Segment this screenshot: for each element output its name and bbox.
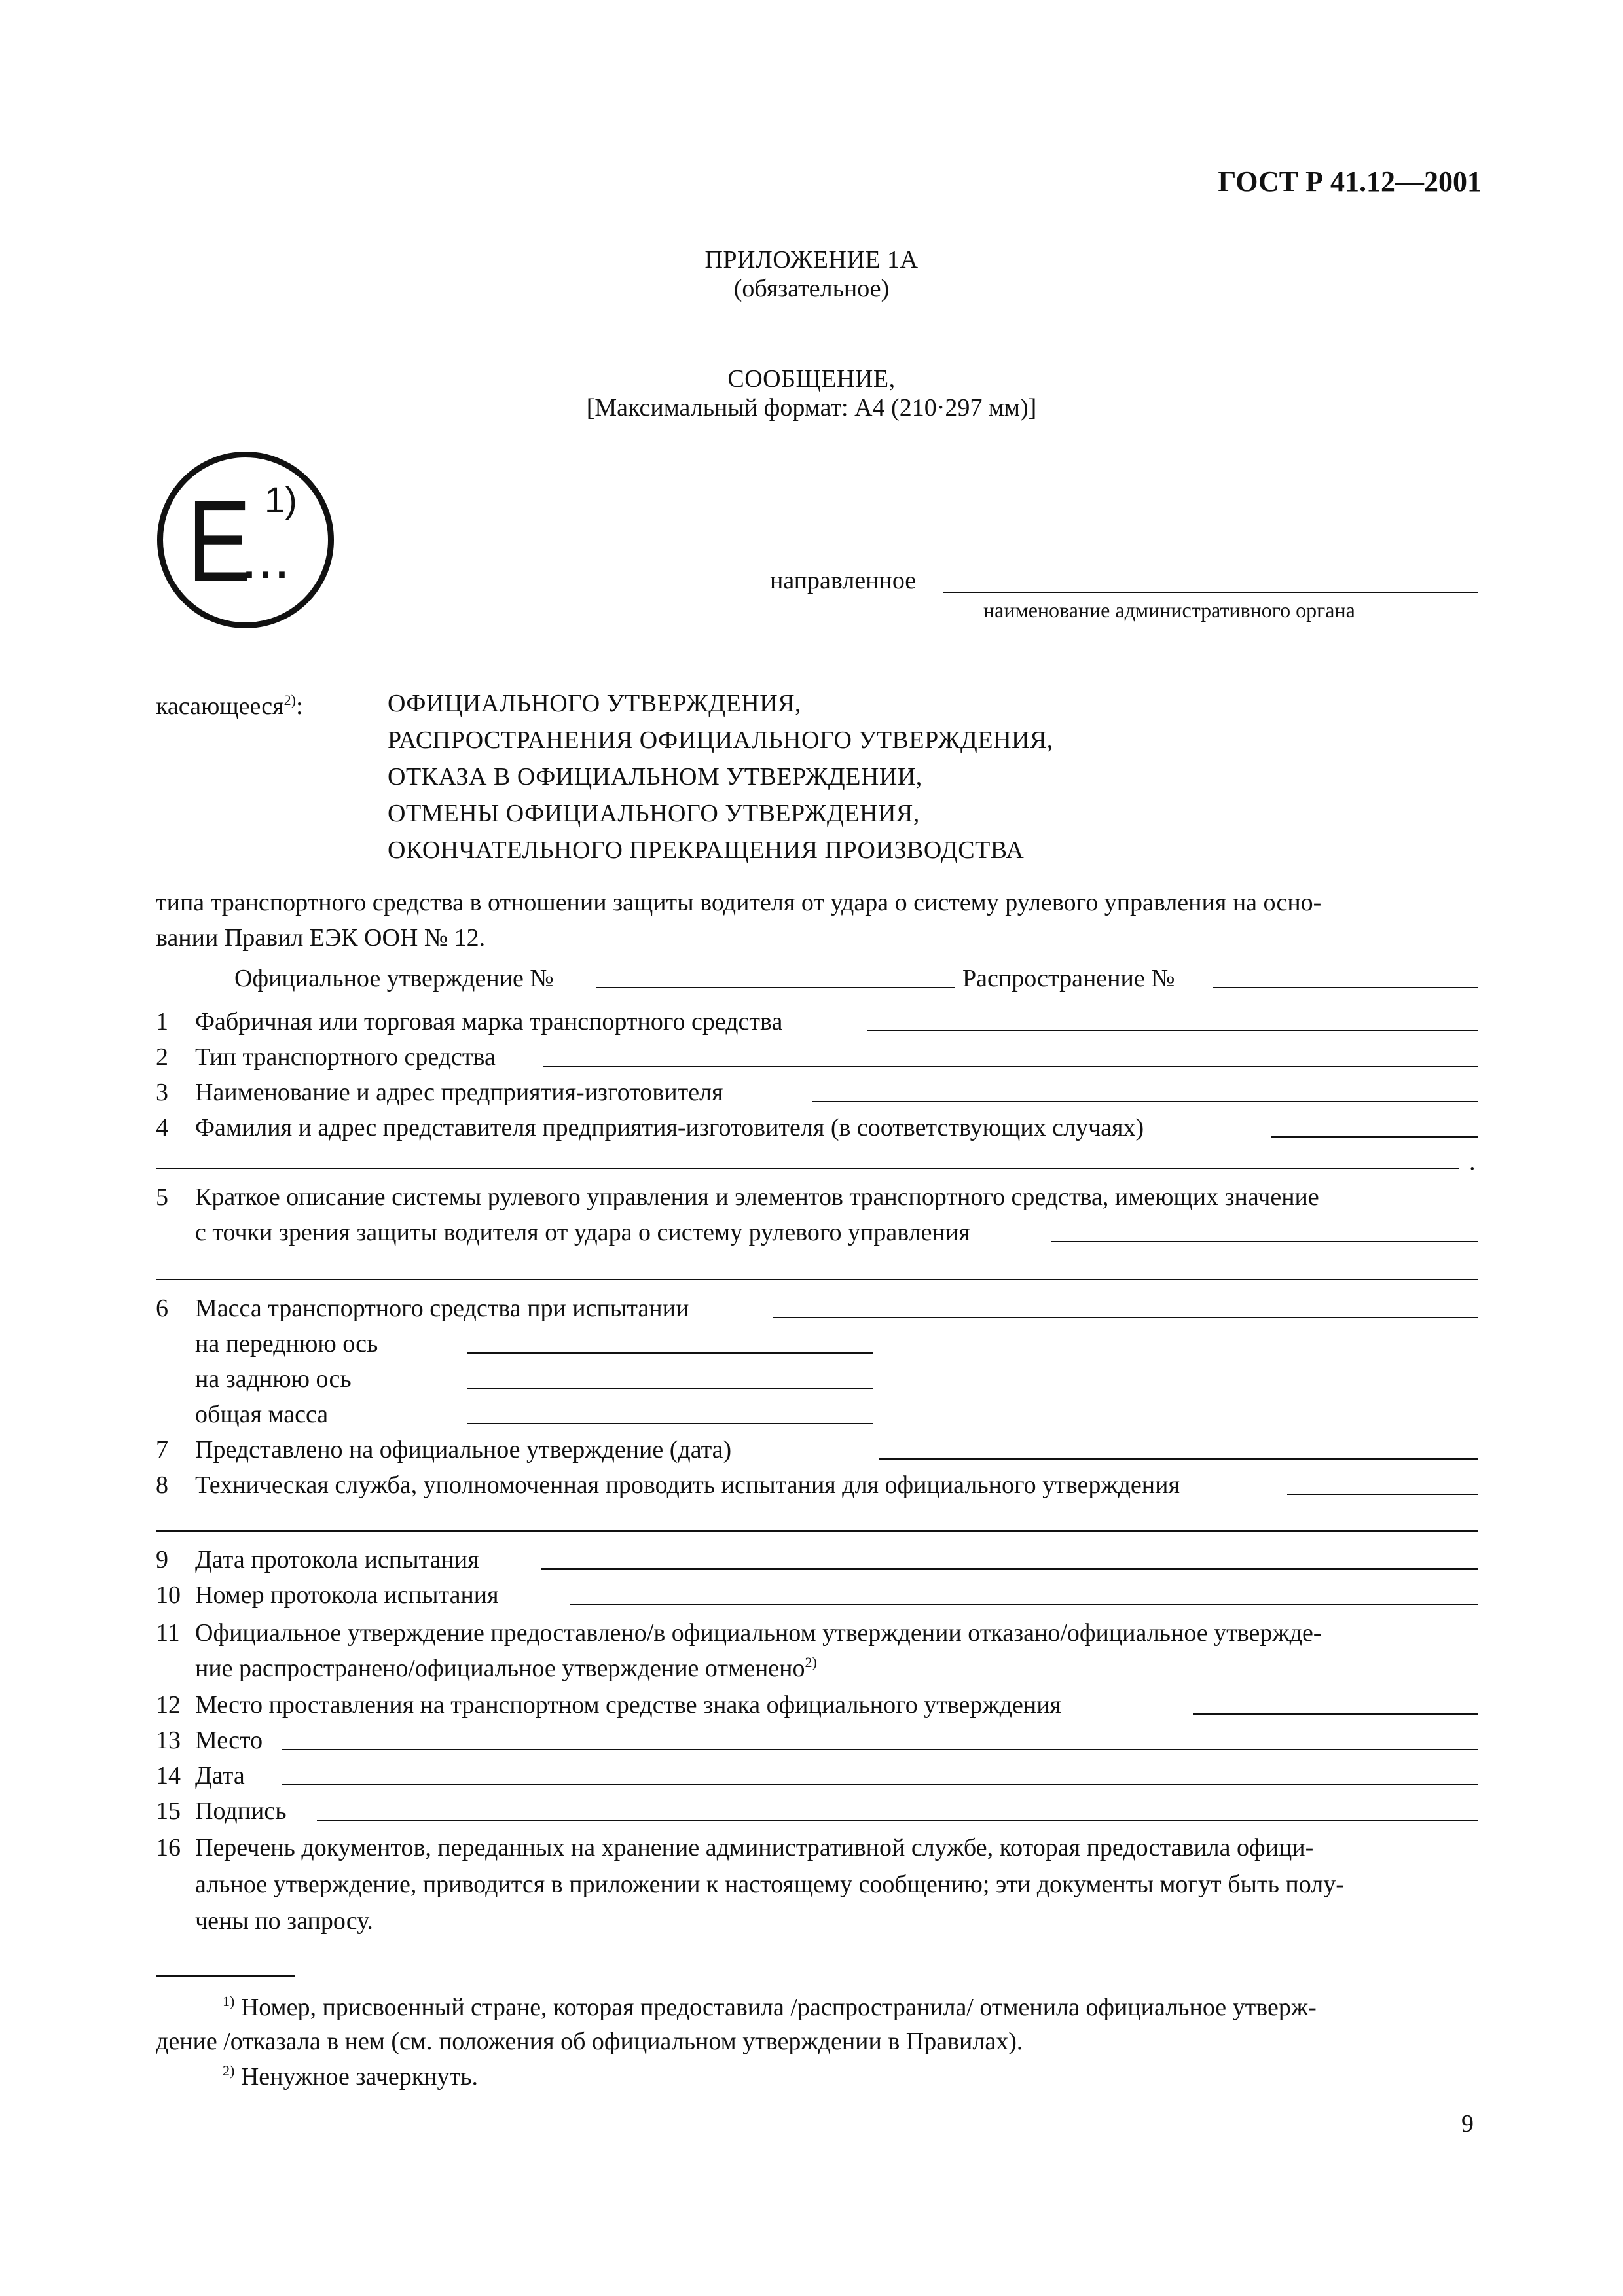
test-report-date-field[interactable] — [541, 1568, 1478, 1570]
approval-number-label: Официальное утверждение № — [234, 965, 554, 992]
rear-axle-label: на заднюю ось — [195, 1365, 352, 1393]
issued-by-label: направленное — [770, 567, 917, 594]
item-label: Подпись — [195, 1797, 287, 1825]
item-label: Наименование и адрес предприятия-изготовителя — [195, 1079, 723, 1106]
item-number: 14 — [156, 1762, 181, 1789]
item-label: Официальное утверждение предоставлено/в официальном утверждении отказано/официальное утвержде- — [195, 1619, 1322, 1647]
footnote-1-text: Номер, присвоенный стране, которая предоставила /распространила/ отменила официальное утверж- — [240, 1994, 1317, 2021]
annex-title: ПРИЛОЖЕНИЕ 1А — [704, 246, 919, 274]
item-label: Дата — [195, 1762, 245, 1789]
item-number: 8 — [156, 1471, 168, 1499]
item-number: 13 — [156, 1727, 181, 1754]
place-field[interactable] — [282, 1749, 1478, 1750]
footnote-1-mark: 1) — [223, 1993, 235, 2009]
test-report-number-field[interactable] — [570, 1604, 1478, 1605]
standard-id: ГОСТ Р 41.12—2001 — [1218, 166, 1482, 198]
item-label: Масса транспортного средства при испытании — [195, 1295, 689, 1322]
format-note: [Максимальный формат: А4 (210·297 мм)] — [586, 394, 1037, 422]
annex-status: (обязательное) — [733, 275, 890, 302]
item-label: Место — [195, 1727, 263, 1754]
item-number: 11 — [156, 1619, 180, 1647]
item-label: Представлено на официальное утверждение (дата) — [195, 1436, 732, 1463]
item-label: Место проставления на транспортном средстве знака официального утверждения — [195, 1691, 1062, 1719]
total-mass-label: общая масса — [195, 1401, 329, 1428]
concerning-option: ОТКАЗА В ОФИЦИАЛЬНОМ УТВЕРЖДЕНИИ, — [388, 763, 922, 791]
approval-mark-sup: 1) — [264, 479, 297, 520]
item-number: 5 — [156, 1183, 168, 1211]
concerning-label-text: касающееся — [156, 692, 284, 720]
representative-field-continued[interactable] — [156, 1168, 1459, 1169]
front-axle-field[interactable] — [467, 1352, 873, 1354]
mark-location-field[interactable] — [1193, 1713, 1478, 1715]
footnote-1-continued: дение /отказала в нем (см. положения об официальном утверждении в Правилах). — [156, 2028, 1023, 2055]
footnote-separator — [156, 1975, 295, 1977]
concerning-option: РАСПРОСТРАНЕНИЯ ОФИЦИАЛЬНОГО УТВЕРЖДЕНИЯ, — [388, 726, 1053, 754]
total-mass-field[interactable] — [467, 1423, 873, 1424]
item-label: Тип транспортного средства — [195, 1043, 496, 1071]
steering-description-field-continued[interactable] — [156, 1279, 1478, 1280]
item-label: Перечень документов, переданных на хранение административной службе, которая предоставила офици- — [195, 1834, 1314, 1861]
test-mass-field[interactable] — [773, 1317, 1478, 1318]
footnote-2-mark: 2) — [223, 2062, 235, 2079]
item-label: Фамилия и адрес представителя предприятия-изготовителя (в соответствующих случаях) — [195, 1114, 1144, 1141]
concerning-label — [156, 694, 303, 719]
communication-title: СООБЩЕНИЕ, — [727, 365, 896, 393]
signature-field[interactable] — [317, 1820, 1478, 1821]
steering-description-field[interactable] — [1051, 1241, 1478, 1242]
page-number: 9 — [1461, 2110, 1474, 2138]
representative-field[interactable] — [1271, 1136, 1478, 1138]
item-label: Номер протокола испытания — [195, 1581, 499, 1609]
trade-mark-field[interactable] — [867, 1030, 1478, 1031]
concerning-option: ОТМЕНЫ ОФИЦИАЛЬНОГО УТВЕРЖДЕНИЯ, — [388, 800, 920, 827]
item-number: 16 — [156, 1834, 181, 1861]
item-11-footnote-ref: 2) — [805, 1654, 817, 1670]
issued-by-caption: наименование административного органа — [983, 598, 1355, 622]
extension-number-field[interactable] — [1213, 987, 1478, 988]
date-field[interactable] — [282, 1784, 1478, 1785]
manufacturer-field[interactable] — [812, 1101, 1478, 1102]
item-number: 4 — [156, 1114, 168, 1141]
approval-mark-letter: E — [187, 476, 251, 606]
concerning-option: ОКОНЧАТЕЛЬНОГО ПРЕКРАЩЕНИЯ ПРОИЗВОДСТВА — [388, 836, 1025, 864]
item-number: 9 — [156, 1546, 168, 1573]
item-number: 6 — [156, 1295, 168, 1322]
item-number: 12 — [156, 1691, 181, 1719]
concerning-colon: : — [295, 692, 303, 720]
approval-number-field[interactable] — [596, 987, 955, 988]
item-label: Техническая служба, уполномоченная проводить испытания для официального утверждения — [195, 1471, 1180, 1499]
item-4-period: . — [1469, 1148, 1476, 1175]
item-label: Краткое описание системы рулевого управления и элементов транспортного средства, имеющих значение — [195, 1183, 1319, 1211]
extension-number-label: Распространение № — [962, 965, 1175, 992]
item-label: с точки зрения защиты водителя от удара о систему рулевого управления — [195, 1219, 970, 1246]
technical-service-field[interactable] — [1287, 1494, 1478, 1495]
rear-axle-field[interactable] — [467, 1388, 873, 1389]
item-11-line2-text: ние распространено/официальное утверждение отменено — [195, 1655, 805, 1682]
item-number: 1 — [156, 1008, 168, 1035]
item-number: 3 — [156, 1079, 168, 1106]
item-label — [195, 1656, 817, 1681]
vehicle-type-field[interactable] — [543, 1066, 1478, 1067]
item-label: альное утверждение, приводится в приложении к настоящему сообщению; эти документы могут быть полу- — [195, 1871, 1344, 1898]
concerning-option: ОФИЦИАЛЬНОГО УТВЕРЖДЕНИЯ, — [388, 690, 802, 717]
submission-date-field[interactable] — [879, 1458, 1478, 1460]
item-number: 10 — [156, 1581, 181, 1609]
intro-line: типа транспортного средства в отношении защиты водителя от удара о систему рулевого управления на осно- — [156, 889, 1322, 916]
item-number: 2 — [156, 1043, 168, 1071]
front-axle-label: на переднюю ось — [195, 1330, 378, 1357]
concerning-footnote-ref: 2) — [283, 692, 296, 708]
item-number: 7 — [156, 1436, 168, 1463]
footnote-1 — [223, 1995, 1317, 2020]
technical-service-field-continued[interactable] — [156, 1530, 1478, 1532]
item-label: Дата протокола испытания — [195, 1546, 479, 1573]
intro-line: вании Правил ЕЭК ООН № 12. — [156, 924, 486, 952]
approval-mark-dots: ... — [241, 526, 291, 591]
issued-by-field[interactable] — [943, 592, 1478, 593]
item-label: Фабричная или торговая марка транспортного средства — [195, 1008, 783, 1035]
item-label: чены по запросу. — [195, 1907, 373, 1935]
footnote-2 — [223, 2064, 478, 2089]
footnote-2-text: Ненужное зачеркнуть. — [240, 2063, 478, 2090]
item-number: 15 — [156, 1797, 181, 1825]
